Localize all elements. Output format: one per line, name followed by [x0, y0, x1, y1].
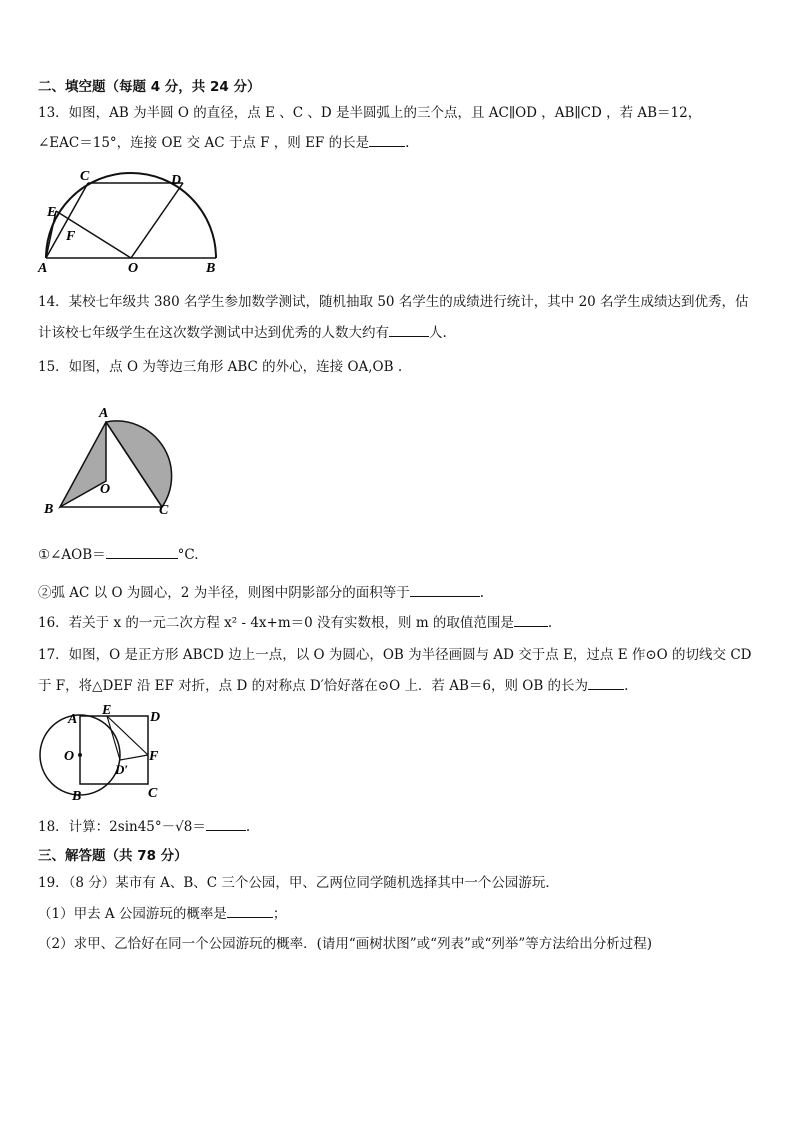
q16-end: .: [547, 615, 553, 631]
q15-triangle-figure: [40, 400, 180, 522]
label-O: O: [128, 261, 139, 276]
q19-sub1-end: ；: [272, 906, 287, 922]
q14-text-line1: 14．某校七年级共 380 名学生参加数学测试，随机抽取 50 名学生的成绩进行统计，其中 20 名学生成绩达到优秀，估: [38, 294, 749, 310]
q17-square-circle-figure: [36, 704, 176, 804]
q18-end: .: [245, 819, 251, 835]
label-O: O: [100, 482, 111, 497]
q15-sub1: [38, 546, 199, 564]
label-B: B: [206, 261, 216, 276]
label-D: D: [150, 710, 161, 725]
label-C: C: [80, 169, 90, 184]
q15-sub1-end: °C.: [177, 547, 199, 563]
label-D-prime: D′: [115, 762, 129, 777]
q14-text: 计该校七年级学生在这次数学测试中达到优秀的人数大约有: [38, 325, 389, 341]
answer-blank[interactable]: [369, 134, 405, 147]
q15-sub2: [38, 584, 484, 602]
label-A: A: [99, 406, 109, 421]
q13-text-line2: [38, 134, 409, 152]
label-B: B: [44, 502, 54, 517]
label-F: F: [149, 749, 159, 764]
q13-text-line1: 13．如图，AB 为半圆 O 的直径，点 E 、C 、D 是半圆弧上的三个点，且 AC∥OD ，AB∥CD ，若 AB＝12，: [38, 105, 702, 121]
q18-text: [38, 818, 250, 836]
answer-blank[interactable]: [514, 614, 548, 627]
q18-question: 18．计算：2sin45°－√8＝: [38, 819, 206, 835]
answer-blank[interactable]: [106, 546, 178, 559]
q16-question: 16．若关于 x 的一元二次方程 x² - 4x+m＝0 没有实数根，则 m 的取值范围是: [38, 615, 514, 631]
q19-sub1: [38, 905, 286, 923]
section-title: 三、解答题（共 78 分）: [38, 848, 188, 864]
q17-text: 于 F，将△DEF 沿 EF 对折，点 D 的对称点 D′恰好落在⊙O 上．若 AB＝6，则 OB 的长为: [38, 678, 589, 694]
q13-text: ∠EAC＝15°，连接 OE 交 AC 于点 F ，则 EF 的长是: [38, 135, 370, 151]
q17-text-line2: [38, 677, 628, 695]
answer-blank[interactable]: [227, 905, 273, 918]
q17-text-line1: 17．如图，O 是正方形 ABCD 边上一点，以 O 为圆心，OB 为半径画圆与 AD 交于点 E，过点 E 作⊙O 的切线交 CD: [38, 647, 752, 663]
q14-end: 人.: [429, 325, 447, 341]
q19-sub1-text: （1）甲去 A 公园游玩的概率是: [38, 906, 227, 922]
label-E: E: [102, 704, 112, 718]
q15-sub2-end: .: [479, 585, 484, 601]
q19-sub2: （2）求甲、乙恰好在同一个公园游玩的概率．(请用“画树状图”或“列表”或“列举”等方法给出分析过程): [38, 936, 653, 952]
label-E: E: [47, 205, 57, 220]
label-A: A: [38, 261, 48, 276]
answer-blank[interactable]: [588, 677, 624, 690]
q14-text-line2: [38, 324, 447, 342]
q16-text: [38, 614, 552, 632]
label-A: A: [68, 712, 78, 727]
label-O: O: [64, 749, 75, 764]
section-title: 二、填空题（每题 4 分，共 24 分）: [38, 79, 261, 95]
q15-sub1-text: ①∠AOB＝: [38, 547, 106, 563]
label-D: D: [171, 173, 182, 188]
q15-sub2-text: ②弧 AC 以 O 为圆心，2 为半径，则图中阴影部分的面积等于: [38, 585, 410, 601]
label-F: F: [66, 229, 76, 244]
label-C: C: [159, 503, 169, 518]
q13-end: .: [405, 135, 410, 151]
answer-blank[interactable]: [410, 584, 480, 597]
q17-end: .: [624, 678, 629, 694]
q15-text-line1: 15．如图，点 O 为等边三角形 ABC 的外心，连接 OA,OB .: [38, 359, 403, 375]
answer-blank[interactable]: [206, 818, 246, 831]
label-B: B: [72, 789, 82, 804]
q19-text-line1: 19．（8 分）某市有 A、B、C 三个公园，甲、乙两位同学随机选择其中一个公园游玩．: [38, 875, 559, 891]
label-C: C: [148, 786, 158, 801]
answer-blank[interactable]: [389, 324, 429, 337]
q13-semicircle-figure: [36, 166, 226, 276]
